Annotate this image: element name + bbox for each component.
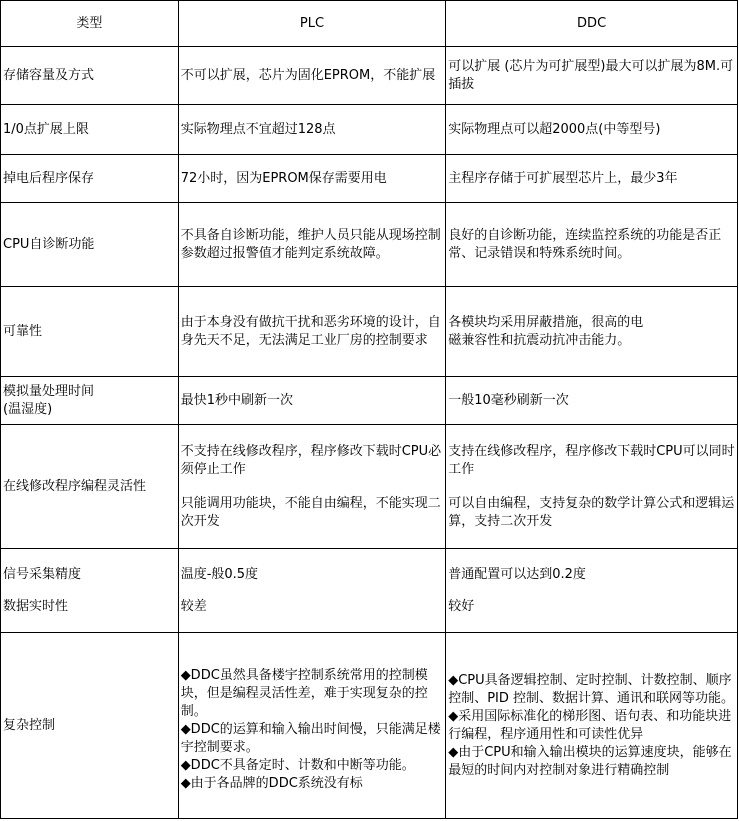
header-plc: PLC <box>178 1 446 47</box>
plc-line: 较差 <box>180 598 207 614</box>
plc-cell: 不具备自诊断功能，维护人员只能从现场控制参数超过报警值才能判定系统故障。 <box>178 203 446 287</box>
plc-cell: 72小时，因为EPROM保存需要用电 <box>178 155 446 203</box>
row-label-line: 模拟量处理时间 <box>3 383 95 399</box>
ddc-line: 磁兼容性和抗震动抗冲击能力。 <box>448 332 631 348</box>
plc-bullet: ◆DDC虽然具备楼宇控制系统常用的控制模块，但是编程灵活性差，难于实现复杂的控制。 <box>180 668 428 719</box>
ddc-bullet: ◆CPU具备逻辑控制、定时控制、计数控制、顺序控制、PID 控制、数据计算、通讯和联网等功能。 <box>448 672 735 706</box>
ddc-cell <box>446 425 738 549</box>
plc-cell <box>178 549 446 633</box>
ddc-bullet: ◆由于CPU和输入输出模块的运算速度块，能够在最短的时间内对控制对象进行精确控制 <box>448 744 732 778</box>
table-row <box>1 425 738 549</box>
table-row <box>1 633 738 819</box>
row-label: 1/0点扩展上限 <box>1 105 179 155</box>
plc-line: 温度-般0.5度 <box>180 566 259 582</box>
table-row <box>1 47 738 105</box>
ddc-paragraph: 可以自由编程，支持复杂的数学计算公式和逻辑运算，支持二次开发 <box>448 495 735 529</box>
table-row <box>1 377 738 425</box>
row-label-line: (温湿度) <box>3 401 53 417</box>
table-row <box>1 203 738 287</box>
plc-cell: 实际物理点不宜超过128点 <box>178 105 446 155</box>
paragraph-spacer <box>448 479 735 495</box>
ddc-cell: 一般10毫秒刷新一次 <box>446 377 738 425</box>
row-label <box>1 377 179 425</box>
ddc-cell: 实际物理点可以超2000点(中等型号) <box>446 105 738 155</box>
row-label: 掉电后程序保存 <box>1 155 179 203</box>
plc-cell: 不可以扩展，芯片为固化EPROM，不能扩展 <box>178 47 446 105</box>
ddc-cell: 良好的自诊断功能，连续监控系统的功能是否正常、记录错误和特殊系统时间。 <box>446 203 738 287</box>
table-row <box>1 287 738 377</box>
row-label <box>1 549 179 633</box>
row-label: CPU自诊断功能 <box>1 203 179 287</box>
header-row <box>1 1 738 47</box>
plc-cell: 由于本身没有做抗干扰和恶劣环境的设计，自身先天不足，无法满足工业厂房的控制要求 <box>178 287 446 377</box>
plc-cell <box>178 425 446 549</box>
plc-paragraph: 只能调用功能块，不能自由编程，不能实现二次开发 <box>180 495 441 529</box>
plc-bullet: ◆DDC的运算和输入输出时间慢，只能满足楼宇控制要求。 <box>180 722 441 755</box>
plc-bullet: ◆DDC不具备定时、计数和中断等功能。 <box>180 758 415 773</box>
header-type: 类型 <box>1 1 179 47</box>
ddc-paragraph: 支持在线修改程序，程序修改下载时CPU可以同时工作 <box>448 443 735 477</box>
row-label: 可靠性 <box>1 287 179 377</box>
row-label: 在线修改程序编程灵活性 <box>1 425 179 549</box>
ddc-line: 较好 <box>448 598 475 614</box>
paragraph-spacer <box>3 584 176 598</box>
ddc-cell: 主程序存储于可扩展型芯片上，最少3年 <box>446 155 738 203</box>
ddc-cell <box>446 287 738 377</box>
row-label-line: 信号采集精度 <box>3 566 82 582</box>
plc-cell: 最快1秒中刷新一次 <box>178 377 446 425</box>
row-label-line: 数据实时性 <box>3 598 69 614</box>
paragraph-spacer <box>448 584 735 598</box>
table-row <box>1 105 738 155</box>
paragraph-spacer <box>181 584 444 598</box>
ddc-cell: 可以扩展 (芯片为可扩展型)最大可以扩展为8M.可插拔 <box>446 47 738 105</box>
plc-paragraph: 不支持在线修改程序，程序修改下载时CPU必须停止工作 <box>180 443 442 477</box>
ddc-cell <box>446 549 738 633</box>
table-row <box>1 155 738 203</box>
row-label: 复杂控制 <box>1 633 179 819</box>
ddc-cell <box>446 633 738 819</box>
row-label: 存储容量及方式 <box>1 47 179 105</box>
ddc-line: 普通配置可以达到0.2度 <box>448 566 586 582</box>
plc-cell <box>178 633 446 819</box>
paragraph-spacer <box>181 658 444 667</box>
ddc-bullet: ◆采用国际标准化的梯形图、语句表、和功能块进行编程，程序通用性和可读性优异 <box>448 708 732 742</box>
plc-bullet: ◆由于各品牌的DDC系统没有标 <box>180 776 363 791</box>
header-ddc: DDC <box>446 1 738 47</box>
paragraph-spacer <box>181 479 444 495</box>
ddc-line: 各模块均采用屏蔽措施，很高的电 <box>448 314 644 330</box>
table-row <box>1 549 738 633</box>
